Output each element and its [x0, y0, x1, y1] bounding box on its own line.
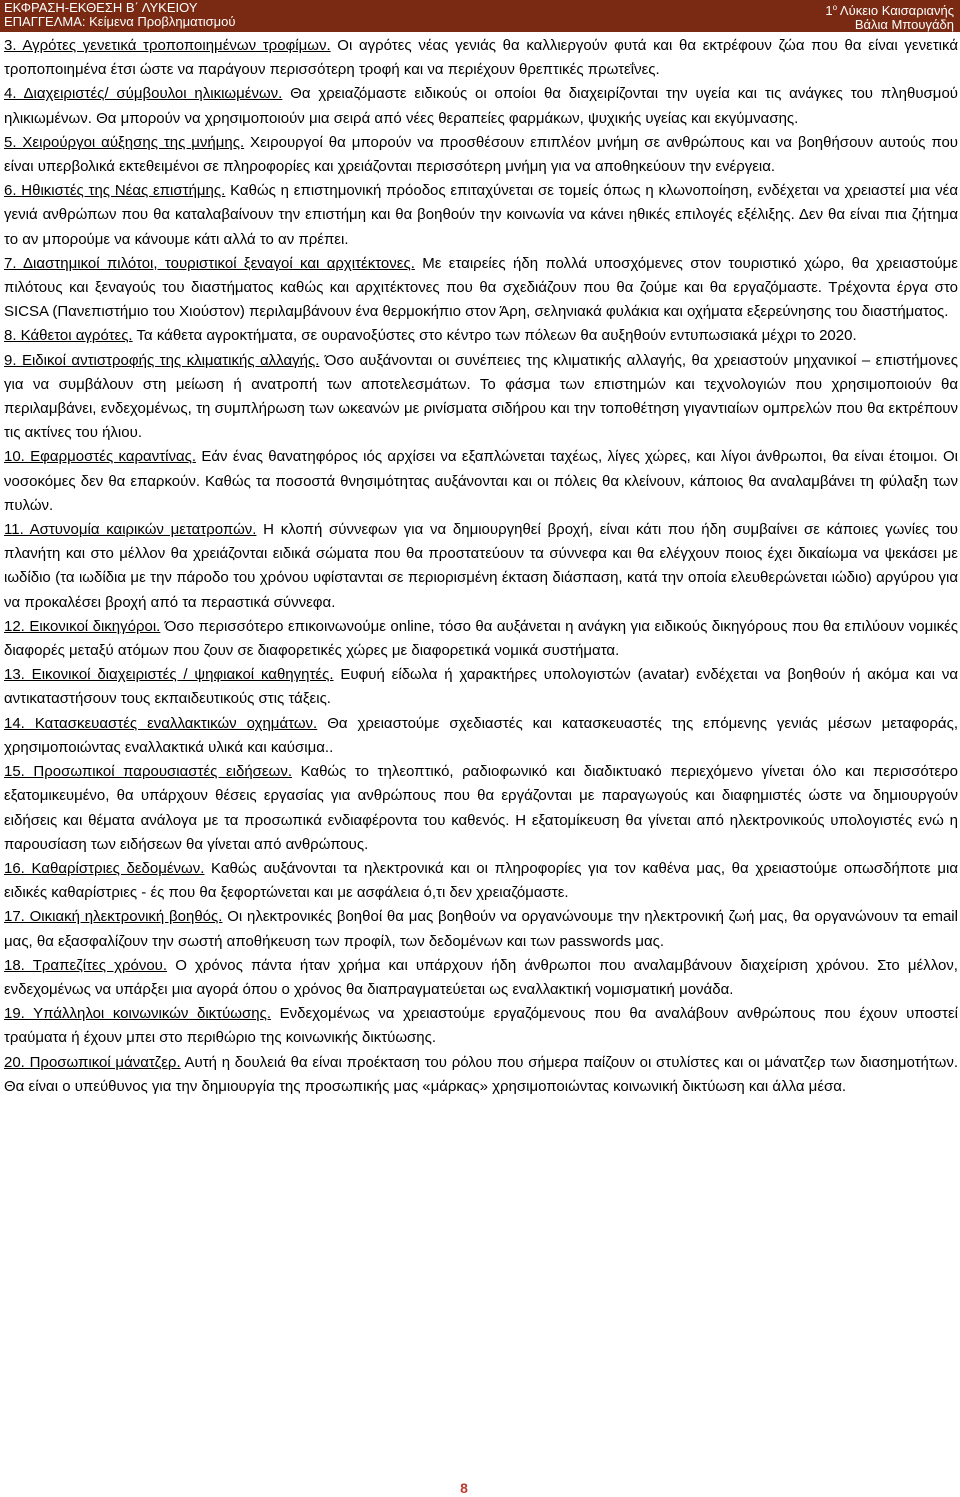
- item-body: Ευφυή είδωλα ή χαρακτήρες υπολογιστών (avatar) ενδέχεται να βοηθούν ή ακόμα και να αντικαταστήσουν τους εκπαιδευτικούς στις τάξεις.: [4, 666, 958, 708]
- list-item: [4, 252, 958, 325]
- item-title: 3. Αγρότες γενετικά τροποποιημένων τροφίμων.: [4, 37, 331, 54]
- item-title: 20. Προσωπικοί μάνατζερ.: [4, 1053, 181, 1071]
- item-title: 12. Εικονικοί δικηγόροι.: [4, 617, 161, 635]
- item-body: Οι αγρότες νέας γενιάς θα καλλιεργούν φυτά και θα εκτρέφουν ζώα που θα είναι γενετικά τροποποιημένα έτσι ώστε να παράγουν περισσότερη τροφή και να περιέχουν θρεπτικές πρωτεΐνες.: [4, 37, 959, 79]
- item-body: Με εταιρείες ήδη πολλά υποσχόμενες στον τουριστικό χώρο, θα χρειαστούμε πιλότους και ξεναγούς του διαστήματος καθώς και αρχιτέκτονες που θα σχεδιάζουν που θα ζούμε και θα εργαζόμαστε. Τρέχοντα έργα στο SICSA (Πανεπιστήμιο του Χιούστον) περιλαμβάνουν ένα θερμοκήπιο στον Άρη, σεληνιακά φυλάκια και οχήματα εξερεύνησης του διαστήματος.: [4, 254, 958, 321]
- item-title: 11. Αστυνομία καιρικών μετατροπών.: [4, 521, 257, 539]
- list-item: [4, 179, 958, 252]
- header-left: [4, 1, 236, 29]
- list-item: [4, 712, 958, 760]
- item-body: Όσο αυξάνονται οι συνέπειες της κλιματικής αλλαγής, θα χρειαστούν μηχανικοί – επιστήμονες για να συμβάλουν στη μείωση ή ανατροπή των αποτελεσμάτων. Το φάσμα των επιστημών και τεχνολογιών που χρησιμοποιούν θα περιλαμβάνει, ενδεχομένως, τη συμπλήρωση των ωκεανών με ρινίσματα σιδήρου και την τοποθέτηση γιγαντιαίων ομπρελών που θα εκτρέπουν τις ακτίνες του ήλιου.: [4, 351, 958, 442]
- item-body: Καθώς η επιστημονική πρόοδος επιταχύνεται σε τομείς όπως η κλωνοποίηση, ενδέχεται να χρειαστεί μια νέα γενιά ανθρώπων που θα καταλαβαίνουν την επιστήμη και θα βοηθούν την κοινωνία να κάνει ηθικές επιλογές εξέλιξης. Δεν θα είναι πια ζήτημα το αν μπορούμε να κάνουμε κάτι αλλά το αν πρέπει.: [4, 182, 958, 248]
- school-name: Λύκειο Καισαριανής: [837, 3, 954, 18]
- page-header: [0, 0, 960, 32]
- item-title: 4. Διαχειριστές/ σύμβουλοι ηλικιωμένων.: [4, 85, 283, 103]
- item-body: Όσο περισσότερο επικοινωνούμε online, τόσο θα αυξάνεται η ανάγκη για ειδικούς δικηγόρους που θα επιλύουν νομικές διαφορές μεταξύ ατόμων που ζουν σε διαφορετικές χώρες με διαφορετικά νομικά συστήματα.: [4, 617, 958, 660]
- item-body: Οι ηλεκτρονικές βοηθοί θα μας βοηθούν να οργανώνουμε την ηλεκτρονική ζωή μας, θα οργανώνουν τα email μας, θα εξασφαλίζουν την σωστή αποθήκευση των προφίλ, των δεδομένων και των passwords μας.: [4, 908, 958, 950]
- item-body: Εάν ένας θανατηφόρος ιός αρχίσει να εξαπλώνεται ταχέως, λίγες χώρες, και λίγοι άνθρωποι, θα είναι έτοιμοι. Οι νοσοκόμες δεν θα επαρκούν. Καθώς τα ποσοστά θνησιμότητας αυξάνονται και οι πόλεις θα κλείνουν, κάποιος θα αναλαμβάνει τη φύλαξη των πυλών.: [4, 448, 958, 514]
- school-ordinal: ο: [832, 3, 838, 12]
- header-topic: ΕΠΑΓΓΕΛΜΑ: Κείμενα Προβληματισμού: [4, 14, 236, 29]
- item-body: Ο χρόνος πάντα ήταν χρήμα και υπάρχουν ήδη άνθρωποι που αναλαμβάνουν διαχείριση χρόνου. Στο μέλλον, ενδεχομένως να υπάρξει μια αγορά όπου ο χρόνος θα διαπραγματεύεται ως εναλλακτική νομισματική μονάδα.: [4, 956, 958, 998]
- header-author: Βάλια Μπουγάδη: [854, 17, 954, 32]
- school-number: 1: [825, 3, 833, 18]
- item-body: Η κλοπή σύννεφων για να δημιουργηθεί βροχή, είναι κάτι που ήδη συμβαίνει σε κάποιες γωνίες του πλανήτη και στο μέλλον θα χρειάζονται ειδικά σώματα που θα προστατεύουν τα σύννεφα και θα ελέγχουν ποιος έχει δικαίωμα να ψεκάσει με ιωδίδιο (τα ιωδίδια με την πάροδο του χρόνου υφίστανται σε περιορισμένη έκταση διάσπαση, κατά την οποία ελευθερώνεται ιώδιο) αργύρου για να προκαλέσει βροχή από τα περαστικά σύννεφα.: [4, 521, 958, 611]
- list-item: [4, 324, 958, 348]
- list-item: [4, 905, 958, 953]
- item-body: Καθώς το τηλεοπτικό, ραδιοφωνικό και διαδικτυακό περιεχόμενο γίνεται όλο και περισσότερο εξατομικευμένο, θα υπάρχουν θέσεις εργασίας για ανθρώπους που θα εργάζονται με παραγωγούς και διαφημιστές ώστε να δημιουργούν ειδήσεις και θέματα ανάλογα με τα προσωπικά ενδιαφέροντα του καθενός. Η εξατομίκευση θα γίνεται από ηλεκτρονικούς υπολογιστές ενώ η παρουσίαση των ειδήσεων θα γίνεται από ανθρώπους.: [4, 763, 958, 853]
- list-item: [4, 1002, 958, 1050]
- item-body: Τα κάθετα αγροκτήματα, σε ουρανοξύστες στο κέντρο των πόλεων θα αυξηθούν εντυπωσιακά μέχρι το 2020.: [132, 327, 857, 345]
- item-title: 10. Εφαρμοστές καραντίνας.: [4, 448, 197, 466]
- item-title: 17. Οικιακή ηλεκτρονική βοηθός.: [4, 908, 223, 926]
- item-title: 18. Τραπεζίτες χρόνου.: [4, 956, 168, 974]
- document-body: [4, 34, 958, 1099]
- header-school: [825, 1, 954, 18]
- list-item: [4, 760, 958, 857]
- header-right: [825, 1, 954, 32]
- list-item: [4, 131, 958, 179]
- item-title: 14. Κατασκευαστές εναλλακτικών οχημάτων.: [4, 714, 318, 732]
- item-title: 7. Διαστημικοί πιλότοι, τουριστικοί ξεναγοί και αρχιτέκτονες.: [4, 254, 415, 272]
- item-body: Ενδεχομένως να χρειαστούμε εργαζόμενους που θα αναλάβουν ανθρώπους που έχουν υποστεί τραύματα ή έχουν μπει στο περιθώριο της κοινωνικής δικτύωσης.: [4, 1005, 958, 1047]
- item-title: 5. Χειρούργοι αύξησης της μνήμης.: [4, 133, 245, 151]
- item-title: 6. Ηθικιστές της Νέας επιστήμης.: [4, 182, 226, 200]
- item-body: Καθώς αυξάνονται τα ηλεκτρονικά και οι πληροφορίες για τον καθένα μας, θα χρειαστούμε οπωσδήποτε μια ειδικές καθαρίστριες - ές που θα ξεφορτώνεται και με ασφάλεια ό,τι δεν χρειαζόμαστε.: [4, 859, 958, 902]
- list-item: [4, 82, 958, 130]
- item-body: Αυτή η δουλειά θα είναι προέκταση του ρόλου που σήμερα παίζουν οι στυλίστες και οι μάνατζερ των διασημοτήτων. Θα είναι ο υπεύθυνος για την δημιουργία της προσωπικής μας «μάρκας» χρησιμοποιώντας κοινωνική δικτύωση και άλλα μέσα.: [4, 1053, 958, 1095]
- list-item: [4, 615, 958, 663]
- list-item: [4, 663, 958, 711]
- item-body: Χειρουργοί θα μπορούν να προσθέσουν επιπλέον μνήμη σε ανθρώπους και να βοηθήσουν αυτούς που είναι υπερβολικά εκτεθειμένοι σε πληροφορίες και χρειάζονται περισσότερη μνήμη για να αποθηκεύουν την ενέργεια.: [4, 133, 959, 176]
- item-title: 13. Εικονικοί διαχειριστές / ψηφιακοί καθηγητές.: [4, 666, 334, 684]
- list-item: [4, 954, 958, 1002]
- item-title: 9. Ειδικοί αντιστροφής της κλιματικής αλλαγής.: [4, 351, 320, 369]
- list-item: [4, 518, 958, 615]
- list-item: [4, 34, 958, 82]
- page-number: 8: [460, 1480, 468, 1496]
- list-item: [4, 445, 958, 518]
- item-title: 8. Κάθετοι αγρότες.: [4, 327, 133, 345]
- list-item: [4, 857, 958, 905]
- item-body: Θα χρειαζόμαστε ειδικούς οι οποίοι θα διαχειρίζονται την υγεία και τις ανάγκες του πληθυσμού ηλικιωμένων. Θα μπορούν να χρησιμοποιούν μια σειρά από νέες θεραπείες φαρμάκων, ψυχικής υγείας και εκγύμνασης.: [4, 85, 958, 127]
- item-title: 16. Καθαρίστριες δεδομένων.: [4, 859, 205, 877]
- item-body: Θα χρειαστούμε σχεδιαστές και κατασκευαστές της επόμενης γενιάς μέσων μεταφοράς, χρησιμοποιώντας εναλλακτικά υλικά και καύσιμα..: [4, 714, 958, 756]
- list-item: [4, 1051, 958, 1099]
- item-title: 19. Υπάλληλοι κοινωνικών δικτύωσης.: [4, 1005, 272, 1023]
- list-item: [4, 349, 958, 446]
- item-title: 15. Προσωπικοί παρουσιαστές ειδήσεων.: [4, 763, 292, 781]
- header-course-title: ΕΚΦΡΑΣΗ-ΕΚΘΕΣΗ Β΄ ΛΥΚΕΙΟΥ: [4, 0, 198, 15]
